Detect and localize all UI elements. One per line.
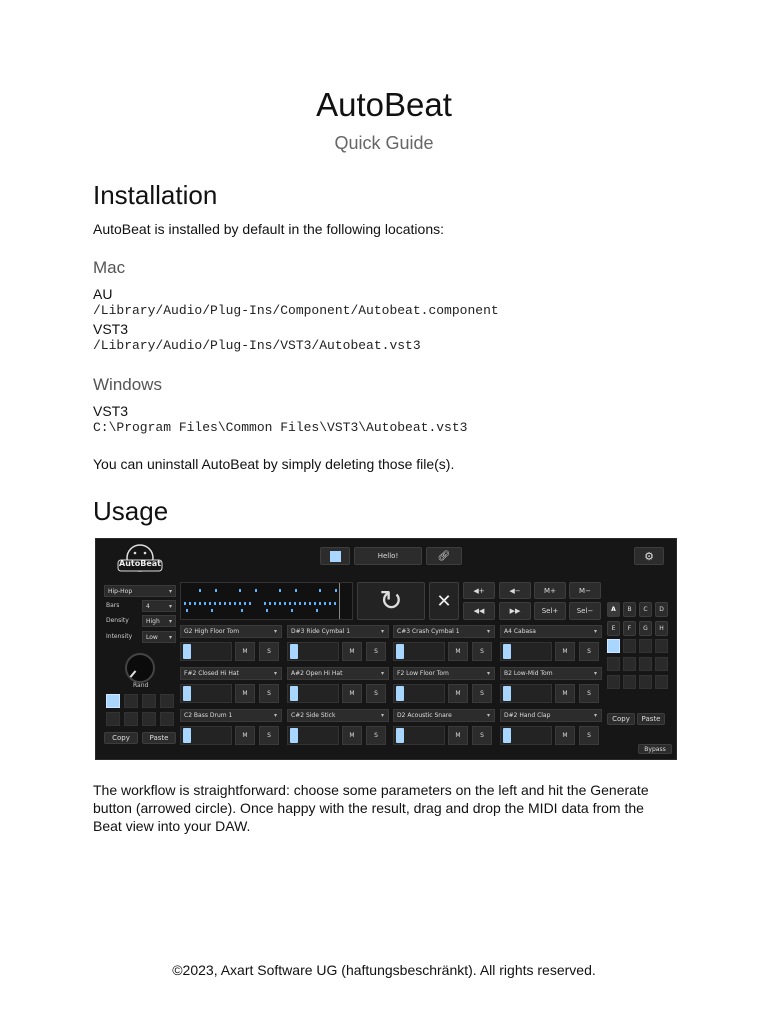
- beat-note: [266, 609, 268, 612]
- beat-note: [295, 589, 297, 592]
- bars-select[interactable]: 4 ▾: [142, 600, 176, 612]
- track-name-select[interactable]: C#3 Crash Cymbal 1 ▾: [393, 625, 495, 638]
- pattern-button[interactable]: G: [639, 621, 652, 636]
- slider-handle[interactable]: [396, 644, 404, 659]
- message-display: Hello!: [354, 547, 422, 565]
- genre-select[interactable]: Hip-Hop ▾: [104, 585, 176, 597]
- track-controls: [393, 726, 495, 745]
- beat-note: [289, 602, 291, 605]
- rand-knob[interactable]: [125, 653, 155, 683]
- pattern-slot[interactable]: [623, 639, 636, 653]
- track-volume-slider[interactable]: [287, 642, 339, 661]
- slot-1[interactable]: [106, 694, 120, 708]
- beat-note: [324, 602, 326, 605]
- slot-6[interactable]: [124, 712, 138, 726]
- beat-note: [244, 602, 246, 605]
- slider-handle[interactable]: [290, 644, 298, 659]
- slider-handle[interactable]: [183, 644, 191, 659]
- track-volume-slider[interactable]: [287, 726, 339, 745]
- slot-3[interactable]: [142, 694, 156, 708]
- volume-up-button[interactable]: ◀+: [463, 582, 495, 599]
- track-solo-button[interactable]: S: [259, 684, 279, 703]
- track-volume-slider[interactable]: [180, 684, 232, 703]
- pattern-slot[interactable]: [623, 675, 636, 689]
- beat-note: [294, 602, 296, 605]
- track-name-select[interactable]: A4 Cabasa ▾: [500, 625, 602, 638]
- mac-vst3-path: /Library/Audio/Plug-Ins/VST3/Autobeat.vst3: [93, 338, 421, 353]
- track-controls: [180, 642, 282, 661]
- beat-note: [214, 602, 216, 605]
- track-controls: [393, 642, 495, 661]
- beat-note: [279, 589, 281, 592]
- track-solo-button[interactable]: S: [579, 726, 599, 745]
- beat-note: [199, 602, 201, 605]
- select-minus-button[interactable]: Sel−: [569, 602, 601, 620]
- beat-note: [269, 602, 271, 605]
- track-name-select[interactable]: G2 High Floor Tom ▾: [180, 625, 282, 638]
- beat-note: [255, 589, 257, 592]
- pattern-button[interactable]: C: [639, 602, 652, 617]
- bypass-button[interactable]: Bypass: [638, 744, 672, 754]
- refresh-icon: ↻: [379, 584, 403, 617]
- slot-8[interactable]: [160, 712, 174, 726]
- gear-icon: ⚙: [644, 549, 654, 563]
- track-mute-button[interactable]: M: [448, 726, 468, 745]
- mac-au-path: /Library/Audio/Plug-Ins/Component/Autobeat.component: [93, 303, 499, 318]
- rewind-button[interactable]: ◀◀: [463, 602, 495, 620]
- track-name-select[interactable]: D#3 Ride Cymbal 1 ▾: [287, 625, 389, 638]
- mute-minus-button[interactable]: M−: [569, 582, 601, 599]
- usage-body: The workflow is straightforward: choose some parameters on the left and hit the Generate button (arrowed circle). Once happy with the result, drag and drop the MIDI data from the Beat view into your DAW.: [93, 782, 649, 834]
- link-button[interactable]: [426, 547, 462, 565]
- track-controls: [500, 642, 602, 661]
- beat-note: [319, 602, 321, 605]
- track-solo-button[interactable]: S: [472, 642, 492, 661]
- track-mute-button[interactable]: M: [235, 726, 255, 745]
- beat-note: [209, 602, 211, 605]
- doc-subtitle: Quick Guide: [334, 133, 434, 153]
- slider-handle[interactable]: [183, 686, 191, 701]
- pattern-slot[interactable]: [655, 675, 668, 689]
- beat-note: [219, 602, 221, 605]
- track-volume-slider[interactable]: [393, 642, 445, 661]
- beat-note: [241, 609, 243, 612]
- stop-button[interactable]: [320, 547, 350, 565]
- doc-title: AutoBeat: [316, 86, 452, 123]
- pattern-slot[interactable]: [655, 657, 668, 671]
- beat-note: [314, 602, 316, 605]
- beat-note: [304, 602, 306, 605]
- link-icon: 🔗︎: [437, 550, 451, 562]
- beat-note: [291, 609, 293, 612]
- track-name-select[interactable]: B2 Low-Mid Tom ▾: [500, 667, 602, 680]
- slider-handle[interactable]: [290, 686, 298, 701]
- beat-note: [309, 602, 311, 605]
- beat-note: [299, 602, 301, 605]
- beat-note: [264, 602, 266, 605]
- slider-handle[interactable]: [396, 686, 404, 701]
- win-vst3-label: VST3: [93, 403, 129, 419]
- track-volume-slider[interactable]: [500, 726, 552, 745]
- select-plus-button[interactable]: Sel+: [534, 602, 566, 620]
- track-mute-button[interactable]: M: [555, 726, 575, 745]
- pattern-button[interactable]: H: [655, 621, 668, 636]
- track-solo-button[interactable]: S: [259, 642, 279, 661]
- track-solo-button[interactable]: S: [579, 684, 599, 703]
- beat-note: [189, 602, 191, 605]
- beat-note: [249, 602, 251, 605]
- beat-note: [329, 602, 331, 605]
- forward-button[interactable]: ▶▶: [499, 602, 531, 620]
- beat-view[interactable]: [180, 582, 353, 620]
- beat-note: [211, 609, 213, 612]
- right-paste-button[interactable]: Paste: [637, 713, 665, 725]
- beat-note: [334, 602, 336, 605]
- pattern-slot[interactable]: [607, 675, 620, 689]
- slider-handle[interactable]: [396, 728, 404, 743]
- beat-note: [194, 602, 196, 605]
- beat-note: [274, 602, 276, 605]
- bars-label: Bars: [106, 602, 120, 609]
- slider-handle[interactable]: [503, 686, 511, 701]
- beat-note: [215, 589, 217, 592]
- slot-2[interactable]: [124, 694, 138, 708]
- pattern-slot[interactable]: [639, 639, 652, 653]
- track-name-select[interactable]: A#2 Open Hi Hat ▾: [287, 667, 389, 680]
- track-solo-button[interactable]: S: [366, 642, 386, 661]
- pattern-slot[interactable]: [623, 657, 636, 671]
- track-solo-button[interactable]: S: [366, 684, 386, 703]
- beat-note: [229, 602, 231, 605]
- slider-handle[interactable]: [503, 644, 511, 659]
- pattern-button[interactable]: F: [623, 621, 636, 636]
- pattern-button[interactable]: E: [607, 621, 620, 636]
- beat-note: [335, 589, 337, 592]
- track-controls: [180, 726, 282, 745]
- track-name-select[interactable]: C2 Bass Drum 1 ▾: [180, 709, 282, 722]
- pattern-slot[interactable]: [607, 639, 620, 653]
- pattern-button[interactable]: B: [623, 602, 636, 617]
- volume-down-button[interactable]: ◀−: [499, 582, 531, 599]
- track-mute-button[interactable]: M: [448, 642, 468, 661]
- beat-note: [224, 602, 226, 605]
- track-name-select[interactable]: F2 Low Floor Tom ▾: [393, 667, 495, 680]
- usage-heading: Usage: [93, 496, 169, 526]
- footer: ©2023, Axart Software UG (haftungsbeschränkt). All rights reserved.: [172, 962, 596, 978]
- copy-button[interactable]: Copy: [104, 732, 138, 744]
- track-controls: [287, 726, 389, 745]
- track-solo-button[interactable]: S: [579, 642, 599, 661]
- track-volume-slider[interactable]: [500, 642, 552, 661]
- right-copy-button[interactable]: Copy: [607, 713, 635, 725]
- windows-heading: Windows: [93, 375, 162, 394]
- track-volume-slider[interactable]: [393, 726, 445, 745]
- track-solo-button[interactable]: S: [366, 726, 386, 745]
- track-mute-button[interactable]: M: [235, 642, 255, 661]
- beat-note: [184, 602, 186, 605]
- pattern-slot[interactable]: [639, 675, 652, 689]
- track-name-select[interactable]: D#2 Hand Clap ▾: [500, 709, 602, 722]
- beat-note: [204, 602, 206, 605]
- pattern-slot[interactable]: [655, 639, 668, 653]
- beat-note: [279, 602, 281, 605]
- density-label: Density: [106, 617, 129, 624]
- track-volume-slider[interactable]: [180, 726, 232, 745]
- rand-label: Rand: [133, 682, 149, 689]
- close-icon: ✕: [436, 590, 452, 612]
- pattern-slot[interactable]: [607, 657, 620, 671]
- track-name-select[interactable]: C#2 Side Stick ▾: [287, 709, 389, 722]
- beat-note: [316, 609, 318, 612]
- track-volume-slider[interactable]: [500, 684, 552, 703]
- beat-note: [199, 589, 201, 592]
- track-controls: [500, 684, 602, 703]
- track-solo-button[interactable]: S: [472, 684, 492, 703]
- mac-heading: Mac: [93, 258, 126, 277]
- paste-button[interactable]: Paste: [142, 732, 176, 744]
- track-controls: [393, 684, 495, 703]
- track-mute-button[interactable]: M: [342, 642, 362, 661]
- stop-icon: [330, 551, 341, 562]
- uninstall-note: You can uninstall AutoBeat by simply deleting those file(s).: [93, 456, 455, 472]
- track-mute-button[interactable]: M: [342, 726, 362, 745]
- beat-note: [319, 589, 321, 592]
- track-controls: [287, 684, 389, 703]
- track-controls: [500, 726, 602, 745]
- track-solo-button[interactable]: S: [259, 726, 279, 745]
- intensity-select[interactable]: Low ▾: [142, 631, 176, 643]
- slot-4[interactable]: [160, 694, 174, 708]
- pattern-slot[interactable]: [639, 657, 652, 671]
- pattern-button[interactable]: A: [607, 602, 620, 617]
- beat-note: [239, 589, 241, 592]
- clear-button[interactable]: [429, 582, 459, 620]
- track-controls: [287, 642, 389, 661]
- installation-heading: Installation: [93, 180, 218, 210]
- track-mute-button[interactable]: M: [342, 684, 362, 703]
- slider-handle[interactable]: [183, 728, 191, 743]
- track-mute-button[interactable]: M: [448, 684, 468, 703]
- mute-plus-button[interactable]: M+: [534, 582, 566, 599]
- slot-5[interactable]: [106, 712, 120, 726]
- track-name-select[interactable]: D2 Acoustic Snare ▾: [393, 709, 495, 722]
- beat-note: [186, 609, 188, 612]
- intensity-label: Intensity: [106, 633, 133, 640]
- plugin-screenshot: [95, 538, 677, 760]
- mac-au-label: AU: [93, 286, 113, 302]
- track-volume-slider[interactable]: [287, 684, 339, 703]
- slot-7[interactable]: [142, 712, 156, 726]
- generate-button[interactable]: [357, 582, 425, 620]
- slider-handle[interactable]: [503, 728, 511, 743]
- settings-button[interactable]: [634, 547, 664, 565]
- playhead: [339, 583, 340, 619]
- pattern-button[interactable]: D: [655, 602, 668, 617]
- logo-text: AutoBeat: [119, 559, 161, 568]
- beat-note: [284, 602, 286, 605]
- track-solo-button[interactable]: S: [472, 726, 492, 745]
- mac-vst3-label: VST3: [93, 321, 129, 337]
- track-mute-button[interactable]: M: [235, 684, 255, 703]
- track-mute-button[interactable]: M: [555, 684, 575, 703]
- installation-intro: AutoBeat is installed by default in the following locations:: [93, 221, 444, 237]
- beat-note: [239, 602, 241, 605]
- beat-note: [234, 602, 236, 605]
- track-volume-slider[interactable]: [180, 642, 232, 661]
- track-mute-button[interactable]: M: [555, 642, 575, 661]
- track-controls: [180, 684, 282, 703]
- win-vst3-path: C:\Program Files\Common Files\VST3\Autobeat.vst3: [93, 420, 468, 435]
- slider-handle[interactable]: [290, 728, 298, 743]
- track-name-select[interactable]: F#2 Closed Hi Hat ▾: [180, 667, 282, 680]
- track-volume-slider[interactable]: [393, 684, 445, 703]
- density-select[interactable]: High ▾: [142, 615, 176, 627]
